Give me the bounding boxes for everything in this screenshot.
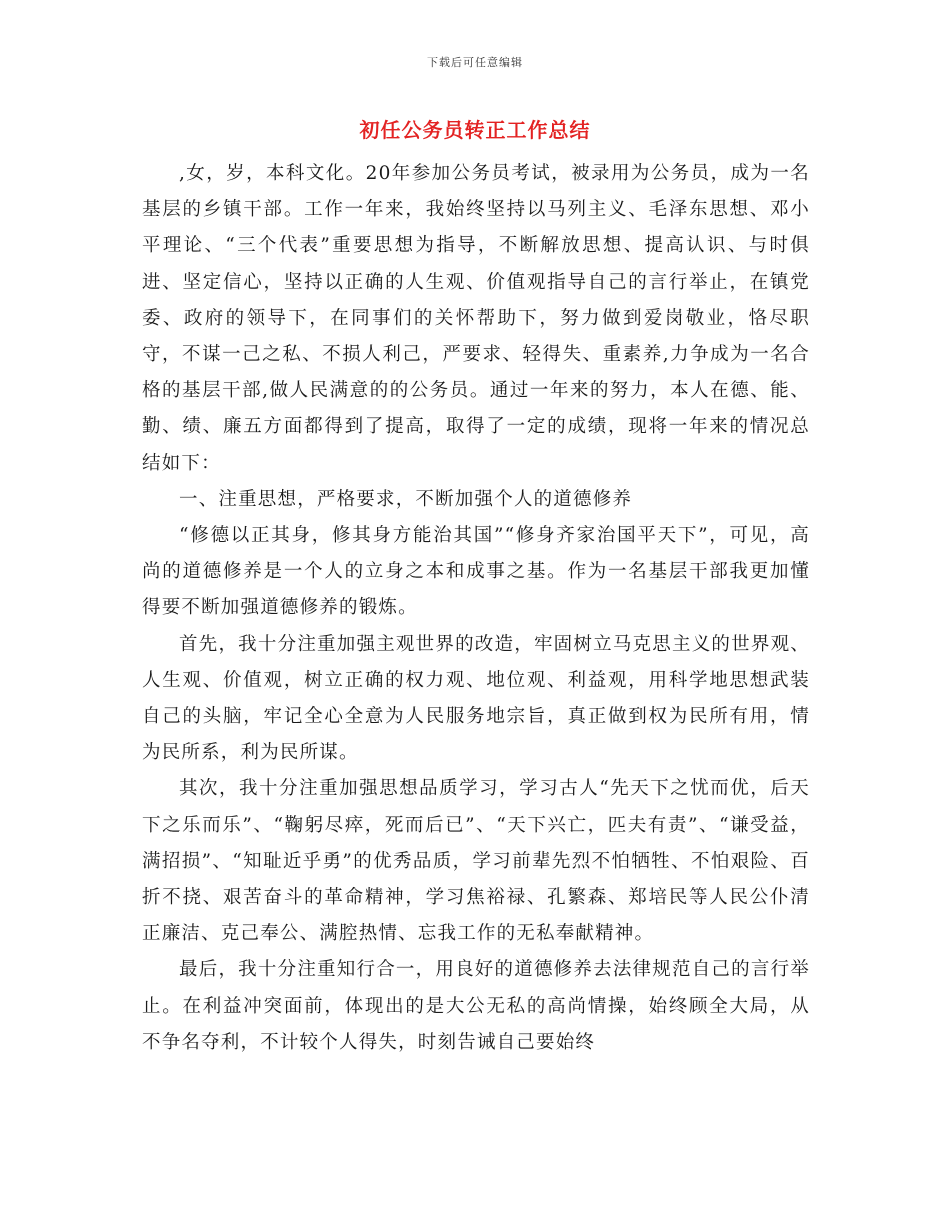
document-body xyxy=(142,156,810,1061)
paragraph-quote: “修德以正其身，修其身方能治其国”“修身齐家治国平天下”，可见，高尚的道德修养是一个人的立身之本和成事之基。作为一名基层干部我更加懂得要不断加强道德修养的锻炼。 xyxy=(142,525,810,619)
document-title: 初任公务员转正工作总结 xyxy=(359,118,591,142)
paragraph-intro: ,女，岁，本科文化。20年参加公务员考试，被录用为公务员，成为一名基层的乡镇干部。工作一年来，我始终坚持以马列主义、毛泽东思想、邓小平理论、“三个代表”重要思想为指导，不断解放思想、提高认识、与时俱进、坚定信心，坚持以正确的人生观、价值观指导自己的言行举止，在镇党委、政府的领导下，在同事们的关怀帮助下，努力做到爱岗敬业，恪尽职守，不谋一己之私、不损人利己，严要求、轻得失、重素养,力争成为一名合格的基层干部,做人民满意的的公务员。通过一年来的努力，本人在德、能、勤、绩、廉五方面都得到了提高，取得了一定的成绩，现将一年来的情况总结如下： xyxy=(142,163,810,474)
paragraph-last: 最后，我十分注重知行合一，用良好的道德修养去法律规范自己的言行举止。在利益冲突面前，体现出的是大公无私的高尚情操，始终顾全大局，从不争名夺利，不计较个人得失，时刻告诫自己要始终 xyxy=(142,959,810,1053)
section-heading-1: 一、注重思想，严格要求，不断加强个人的道德修养 xyxy=(179,488,633,510)
download-edit-note: 下载后可任意编辑 xyxy=(427,56,523,69)
paragraph-first: 首先，我十分注重加强主观世界的改造，牢固树立马克思主义的世界观、人生观、价值观，树立正确的权力观、地位观、利益观，用科学地思想武装自己的头脑，牢记全心全意为人民服务地宗旨，真正做到权为民所有用，情为民所系，利为民所谋。 xyxy=(142,633,810,764)
paragraph-second: 其次，我十分注重加强思想品质学习，学习古人“先天下之忧而优，后天下之乐而乐”、“鞠躬尽瘁，死而后已”、“天下兴亡，匹夫有责”、“谦受益，满招损”、“知耻近乎勇”的优秀品质，学习前辈先烈不怕牺牲、不怕艰险、百折不挠、艰苦奋斗的革命精神，学习焦裕禄、孔繁森、郑培民等人民公仆清正廉洁、克己奉公、满腔热情、忘我工作的无私奉献精神。 xyxy=(142,778,810,945)
